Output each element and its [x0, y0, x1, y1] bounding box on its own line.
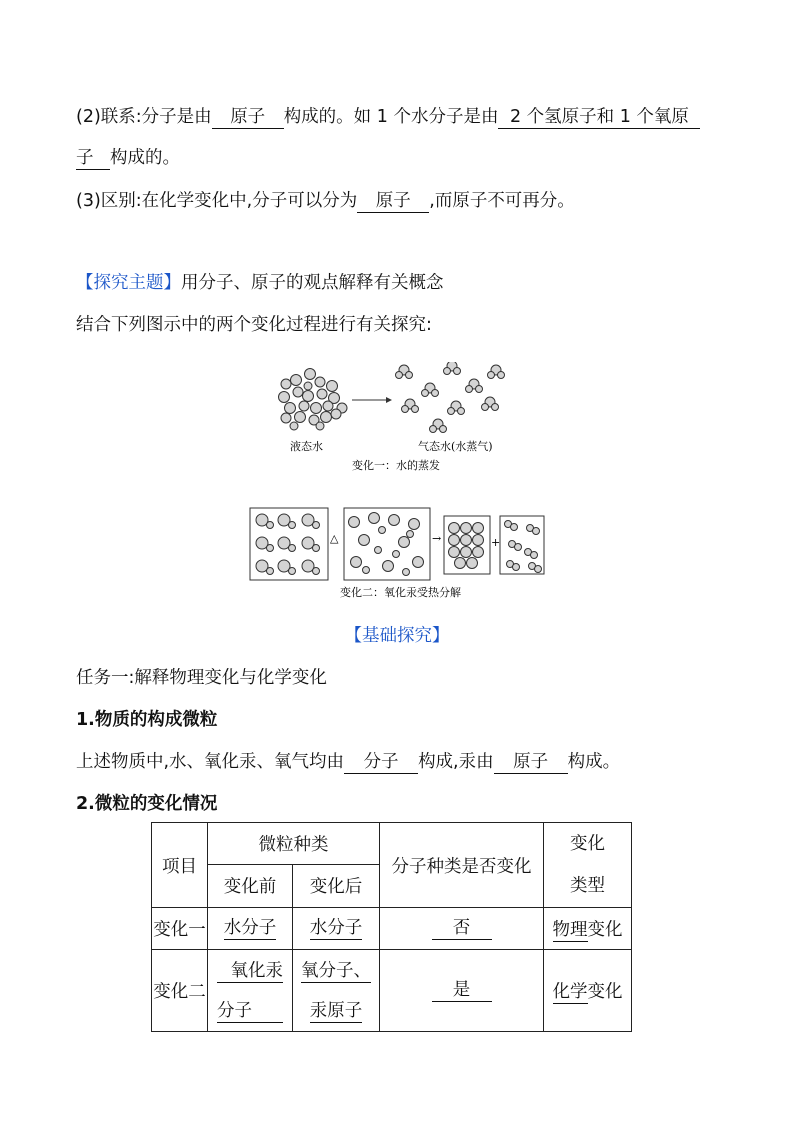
figure-water-evaporation — [270, 362, 520, 474]
text: 物理 — [552, 919, 588, 940]
text: 类型 — [570, 876, 605, 896]
header-before: 变化前 — [208, 864, 293, 907]
text: 汞原子 — [309, 1000, 363, 1021]
text: 水分子 — [309, 918, 363, 938]
text: 氧分子、 — [301, 960, 371, 981]
text: 上述物质中,水、氧化汞、氧气均由 — [76, 752, 345, 772]
header-item: 项目 — [152, 823, 208, 908]
header-molecule-changed: 分子种类是否变化 — [380, 823, 544, 908]
cell-type — [544, 950, 632, 1032]
cell-before — [208, 908, 293, 950]
text: 氧化汞 — [217, 960, 283, 983]
text: 变化 — [587, 981, 623, 1002]
paragraph-difference — [76, 189, 575, 213]
topic-tag: 【探究主题】 — [76, 273, 181, 293]
answer-blank: 分子 — [344, 751, 418, 774]
text: 构成,汞由 — [418, 752, 494, 772]
text: 化学 — [552, 981, 588, 1002]
header-after: 变化后 — [293, 864, 380, 907]
figure-mercury-oxide-decomposition — [248, 506, 548, 602]
liquid-water-label: 液态水 — [290, 440, 323, 453]
text: 构成的。如 1 个水分子是由 — [283, 107, 499, 127]
text: 分子 — [217, 1000, 283, 1023]
text: 是 — [432, 979, 492, 1002]
text: 否 — [432, 917, 492, 940]
intro-text: 结合下列图示中的两个变化过程进行有关探究: — [76, 315, 432, 335]
table-row — [152, 950, 632, 1032]
water-vapor-label: 气态水(水蒸气) — [418, 440, 493, 453]
answer-blank: 原子 — [212, 106, 284, 129]
figure2-caption: 变化二：氧化汞受热分解 — [340, 586, 461, 599]
cell-changed — [380, 950, 544, 1032]
text: 变化 — [587, 919, 623, 940]
paragraph-relation-cont — [76, 146, 180, 170]
heading-changes: 2.微粒的变化情况 — [76, 794, 218, 814]
particle-change-table — [151, 822, 632, 1032]
text: 水分子 — [223, 918, 277, 938]
paragraph-relation — [76, 105, 700, 129]
heat-symbol: △ — [330, 532, 339, 545]
task-title: 任务一:解释物理变化与化学变化 — [76, 668, 327, 688]
header-change-type — [544, 823, 632, 908]
paragraph-particles — [76, 750, 620, 774]
answer-blank: 2 个氢原子和 1 个氧原 — [498, 106, 700, 129]
plus-symbol: + — [491, 536, 501, 549]
answer-blank: 原子 — [357, 190, 429, 213]
text: (2)联系:分子是由 — [76, 107, 212, 127]
cell-after — [293, 950, 380, 1032]
cell-type — [544, 908, 632, 950]
text: ,而原子不可再分。 — [429, 191, 575, 211]
table-row — [152, 908, 632, 950]
text: 构成的。 — [110, 148, 180, 168]
row-name: 变化二 — [152, 950, 208, 1032]
arrow — [352, 397, 392, 403]
vapor-water-molecules — [396, 362, 505, 433]
mercury-oxide-molecules — [256, 514, 320, 575]
section-title: 【基础探究】 — [344, 626, 450, 646]
topic-text: 用分子、原子的观点解释有关概念 — [181, 273, 444, 293]
text: (3)区别:在化学变化中,分子可以分为 — [76, 191, 358, 211]
cell-before — [208, 950, 293, 1032]
cell-after — [293, 908, 380, 950]
text: 构成。 — [567, 752, 621, 772]
topic-heading — [76, 271, 444, 295]
text: 变化 — [570, 834, 605, 854]
row-name: 变化一 — [152, 908, 208, 950]
figure1-caption: 变化一：水的蒸发 — [352, 459, 440, 472]
liquid-water-molecules — [279, 369, 348, 431]
heading-particles: 1.物质的构成微粒 — [76, 710, 218, 730]
answer-blank: 原子 — [494, 751, 568, 774]
header-particle-type: 微粒种类 — [208, 823, 380, 865]
cell-changed — [380, 908, 544, 950]
answer-blank: 子 — [76, 147, 110, 170]
arrow-symbol: → — [432, 532, 442, 545]
